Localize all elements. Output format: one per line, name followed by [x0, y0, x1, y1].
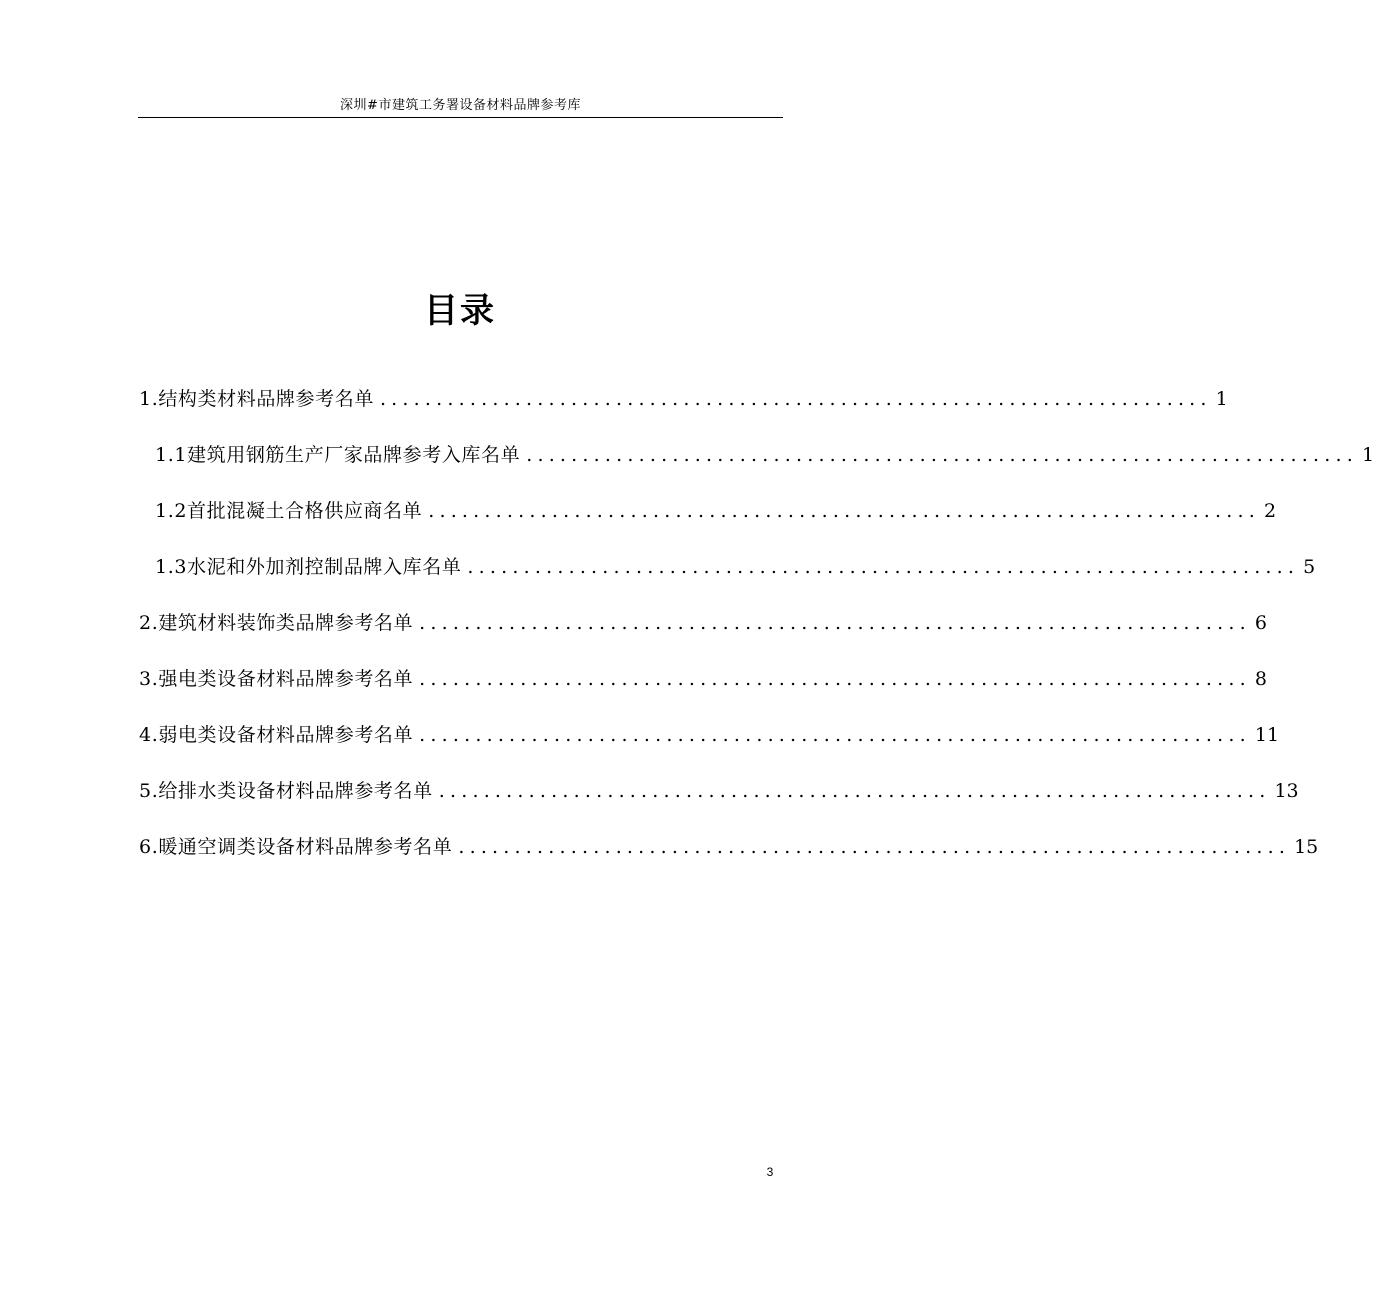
dot-leader: .......................................................................... — [419, 724, 1251, 746]
dot-leader: .......................................................................... — [428, 500, 1260, 522]
toc-entry[interactable] — [139, 609, 1267, 637]
toc-entry-title: 4.弱电类设备材料品牌参考名单 — [139, 724, 414, 746]
toc-entry-title: 6.暖通空调类设备材料品牌参考名单 — [139, 836, 453, 858]
toc-entry[interactable] — [155, 497, 1277, 525]
toc-entry-title: 1.2首批混凝土合格供应商名单 — [155, 500, 423, 522]
toc-entry-page: 5 — [1303, 556, 1316, 578]
toc-entry-page: 2 — [1263, 500, 1277, 522]
toc-entry-title: 2.建筑材料装饰类品牌参考名单 — [139, 612, 414, 634]
toc-entry-page: 15 — [1294, 836, 1319, 858]
toc-entry[interactable] — [139, 665, 1267, 693]
toc-entry-page: 13 — [1274, 780, 1299, 802]
toc-entry-page: 1 — [1361, 444, 1374, 466]
toc-entry[interactable] — [155, 441, 1374, 469]
dot-leader: .......................................................................... — [438, 780, 1271, 802]
dot-leader: .......................................................................... — [458, 836, 1291, 858]
toc-entry-title: 1.3水泥和外加剂控制品牌入库名单 — [155, 556, 462, 578]
toc-title: 目录 — [424, 291, 496, 331]
toc-entry[interactable] — [139, 385, 1228, 413]
toc-entry-title: 1.1建筑用钢筋生产厂家品牌参考入库名单 — [155, 444, 521, 466]
toc-entry[interactable] — [155, 553, 1316, 581]
toc-entry[interactable] — [139, 833, 1319, 861]
running-header: 深圳#市建筑工务署设备材料品牌参考库 — [340, 98, 581, 113]
toc-entry-page: 8 — [1254, 668, 1267, 690]
toc-entry-title: 3.强电类设备材料品牌参考名单 — [139, 668, 414, 690]
page-number: 3 — [766, 1165, 774, 1179]
dot-leader: .......................................................................... — [467, 556, 1300, 578]
toc-entry-page: 11 — [1254, 724, 1280, 746]
dot-leader: .......................................................................... — [419, 668, 1251, 690]
toc-entry-title: 5.给排水类设备材料品牌参考名单 — [139, 780, 433, 802]
toc-entry-page: 6 — [1254, 612, 1267, 634]
dot-leader: .......................................................................... — [379, 388, 1212, 410]
toc-entry[interactable] — [139, 721, 1280, 749]
toc-entry-page: 1 — [1215, 388, 1228, 410]
toc-entry-title: 1.结构类材料品牌参考名单 — [139, 388, 374, 410]
dot-leader: .......................................................................... — [419, 612, 1251, 634]
toc-entry[interactable] — [139, 777, 1299, 805]
dot-leader: .......................................................................... — [526, 444, 1358, 466]
